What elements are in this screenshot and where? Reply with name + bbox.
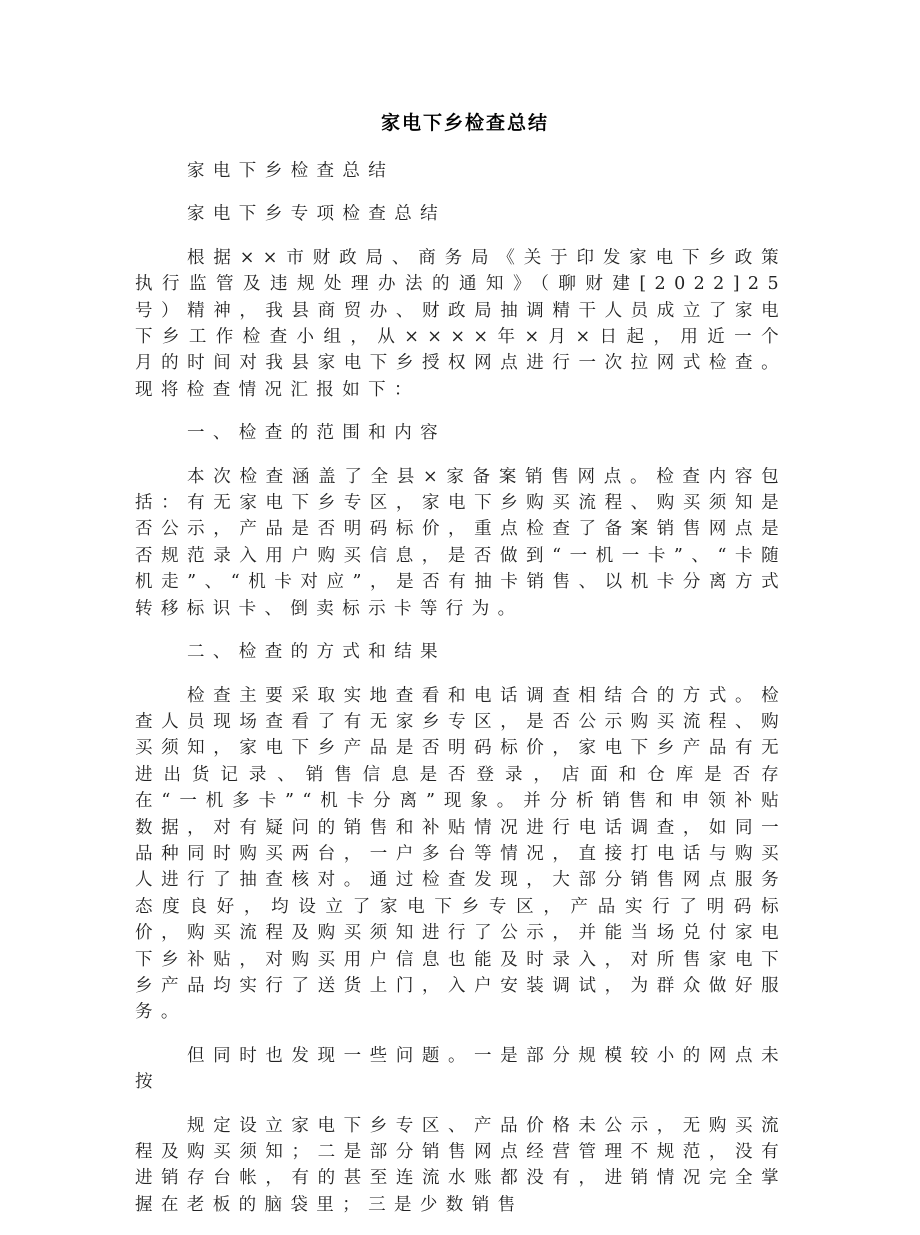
- paragraph-subtitle-special: 家电下乡专项检查总结: [187, 204, 446, 225]
- paragraph-intro: 根据××市财政局、商务局《关于印发家电下乡政策执行监管及违规处理办法的通知》（聊财建[2022]25号）精神，我县商贸办、财政局抽调精干人员成立了家电下乡工作检查小组，从××××年×月×日起，用近一个月的时间对我县家电下乡授权网点进行一次拉网式检查。现将检查情况汇报如下：: [135, 247, 787, 400]
- paragraph-method: 检查主要采取实地查看和电话调查相结合的方式。检查人员现场查看了有无家乡专区，是否公示购买流程、购买须知，家电下乡产品是否明码标价，家电下乡产品有无进出货记录、销售信息是否登录，店面和仓库是否存在“一机多卡”“机卡分离”现象。并分析销售和申领补贴数据，对有疑问的销售和补贴情况进行电话调查，如同一品种同时购买两台，一户多台等情况，直接打电话与购买人进行了抽查核对。通过检查发现，大部分销售网点服务态度良好，均设立了家电下乡专区，产品实行了明码标价，购买流程及购买须知进行了公示，并能当场兑付家电下乡补贴，对购买用户信息也能及时录入，对所售家电下乡产品均实行了送货上门，入户安装调试，为群众做好服务。: [135, 685, 787, 1023]
- section-heading-scope: 一、检查的范围和内容: [187, 423, 446, 444]
- section-heading-method: 二、检查的方式和结果: [187, 642, 446, 663]
- document-title: 家电下乡检查总结: [380, 112, 549, 134]
- paragraph-scope: 本次检查涵盖了全县×家备案销售网点。检查内容包括：有无家电下乡专区，家电下乡购买流程、购买须知是否公示，产品是否明码标价，重点检查了备案销售网点是否规范录入用户购买信息，是否做到“一机一卡”、“卡随机走”、“机卡对应”，是否有抽卡销售、以机卡分离方式转移标识卡、倒卖标示卡等行为。: [135, 466, 787, 619]
- paragraph-subtitle: 家电下乡检查总结: [187, 161, 395, 181]
- document-page: [135, 108, 787, 1235]
- paragraph-problems-intro: 但同时也发现一些问题。一是部分规模较小的网点未按: [135, 1045, 787, 1093]
- paragraph-problems: 规定设立家电下乡专区、产品价格未公示，无购买流程及购买须知；二是部分销售网点经营管理不规范，没有进销存台帐，有的甚至连流水账都没有，进销情况完全掌握在老板的脑袋里；三是少数销售: [135, 1115, 787, 1215]
